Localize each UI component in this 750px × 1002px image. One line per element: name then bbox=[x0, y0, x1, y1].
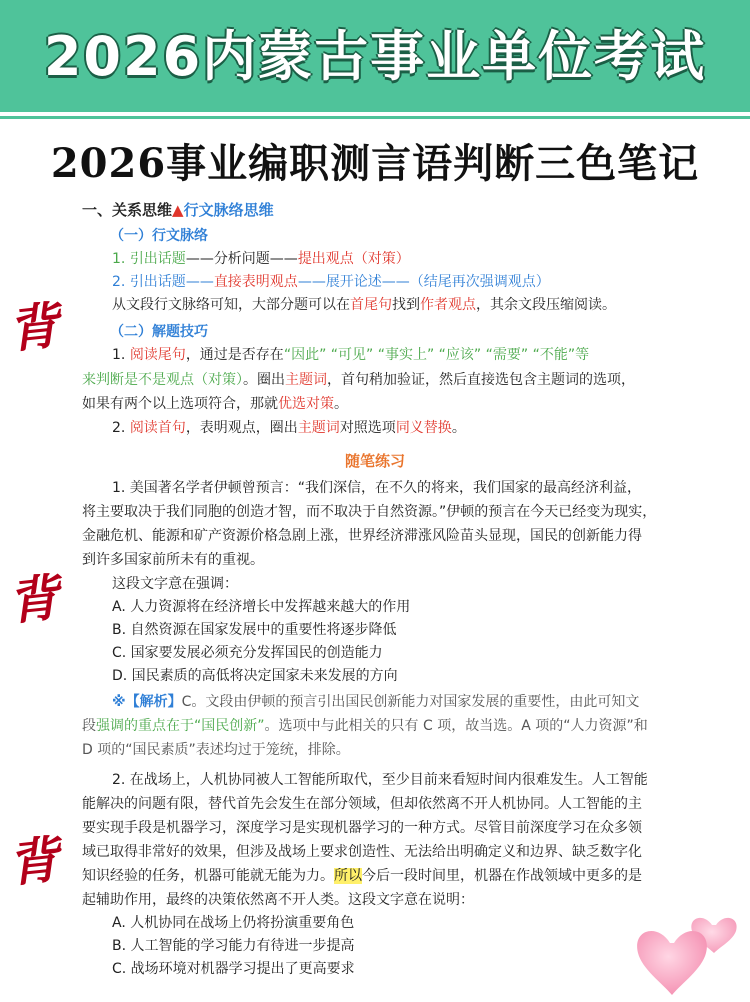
banner-divider bbox=[0, 116, 750, 119]
q1-line-1: 1. 美国著名学者伊顿曾预言：“我们深信，在不久的将来，我们国家的最高经济利益， bbox=[112, 480, 642, 496]
page-subtitle: 2026事业编职测言语判断三色笔记 bbox=[50, 140, 700, 187]
sub2-title: （二）解题技巧 bbox=[110, 324, 208, 340]
sub1-line1: 1. 引出话题——分析问题——提出观点（对策） bbox=[112, 251, 410, 267]
hearts-decoration-icon bbox=[630, 895, 745, 1000]
sub1-line3: 从文段行文脉络可知，大部分题可以在首尾句找到作者观点，其余文段压缩阅读。 bbox=[112, 297, 616, 313]
sub1-line2: 2. 引出话题——直接表明观点——展开论述——（结尾再次强调观点） bbox=[112, 274, 550, 290]
q2-option-a: A. 人机协同在战场上仍将扮演重要角色 bbox=[112, 915, 355, 931]
q1-line-4: 到许多国家前所未有的重视。 bbox=[82, 552, 264, 568]
q1-option-a: A. 人力资源将在经济增长中发挥越来越大的作用 bbox=[112, 599, 411, 615]
q1-option-b: B. 自然资源在国家发展中的重要性将逐步降低 bbox=[112, 622, 397, 638]
title-banner bbox=[0, 0, 750, 112]
q2-line-1: 2. 在战场上，人机协同被人工智能所取代，至少目前来看短时间内很难发生。人工智能 bbox=[112, 772, 648, 788]
tip1-line2: 来判断是不是观点（对策）。圈出主题词，首句稍加验证，然后直接选包含主题词的选项， bbox=[82, 372, 635, 388]
stamp-bei-1: 背 bbox=[5, 295, 62, 360]
q1-line-3: 金融危机、能源和矿产资源价格急剧上涨，世界经济滞涨风险苗头显现，国民的创新能力得 bbox=[82, 528, 642, 544]
stamp-bei-3: 背 bbox=[5, 829, 62, 894]
highlighted-word: 所以 bbox=[334, 868, 362, 884]
q2-option-c: C. 战场环境对机器学习提出了更高要求 bbox=[112, 961, 355, 977]
q2-line-2: 能解决的问题有限，替代首先会发生在部分领域，但却依然离不开人机协同。人工智能的主 bbox=[82, 796, 642, 812]
q1-analysis-line-3: D 项的“国民素质”表述均过于笼统，排除。 bbox=[82, 742, 350, 758]
practice-title: 随笔练习 bbox=[344, 452, 405, 470]
q1-line-2: 将主要取决于我们同胞的创造才智，而不取决于自然资源。”伊顿的预言在今天已经变为现实， bbox=[82, 504, 657, 520]
q1-analysis-line-2: 段强调的重点在于“国民创新”。选项中与此相关的只有 C 项，故当选。A 项的“人力资源”和 bbox=[82, 718, 648, 734]
tip1-line1: 1. 阅读尾句，通过是否存在“因此” “可见” “事实上” “应该” “需要” “不能”等 bbox=[112, 347, 590, 363]
q1-option-d: D. 国民素质的高低将决定国家未来发展的方向 bbox=[112, 668, 398, 684]
section1-heading: 一、关系思维▲行文脉络思维 bbox=[82, 201, 274, 219]
q2-line-5: 知识经验的任务，机器可能就无能为力。所以今后一段时间里，机器在作战领域中更多的是 bbox=[82, 868, 642, 884]
q2-line-3: 要实现手段是机器学习，深度学习是实现机器学习的一种方式。尽管目前深度学习在众多领 bbox=[82, 820, 642, 836]
q1-analysis-line-1: ※【解析】C。文段由伊顿的预言引出国民创新能力对国家发展的重要性，由此可知文 bbox=[112, 694, 640, 710]
large-heart-icon bbox=[637, 931, 707, 995]
tip1-line3: 如果有两个以上选项符合，那就优选对策。 bbox=[82, 396, 348, 412]
stamp-bei-2: 背 bbox=[5, 567, 62, 632]
triangle-icon: ▲ bbox=[172, 201, 184, 219]
q2-line-4: 域已取得非常好的效果，但涉及战场上要求创造性、无法给出明确定义和边界、缺乏数字化 bbox=[82, 844, 642, 860]
sub1-title: （一）行文脉络 bbox=[110, 228, 208, 244]
q1-prompt: 这段文字意在强调： bbox=[112, 576, 238, 592]
banner-title: 2026内蒙古事业单位考试 bbox=[43, 25, 707, 88]
q2-line-6: 起辅助作用，最终的决策依然离不开人类。这段文字意在说明： bbox=[82, 892, 474, 908]
tip2-line: 2. 阅读首句，表明观点，圈出主题词对照选项同义替换。 bbox=[112, 420, 466, 436]
q2-option-b: B. 人工智能的学习能力有待进一步提高 bbox=[112, 938, 355, 954]
q1-option-c: C. 国家要发展必须充分发挥国民的创造能力 bbox=[112, 645, 383, 661]
